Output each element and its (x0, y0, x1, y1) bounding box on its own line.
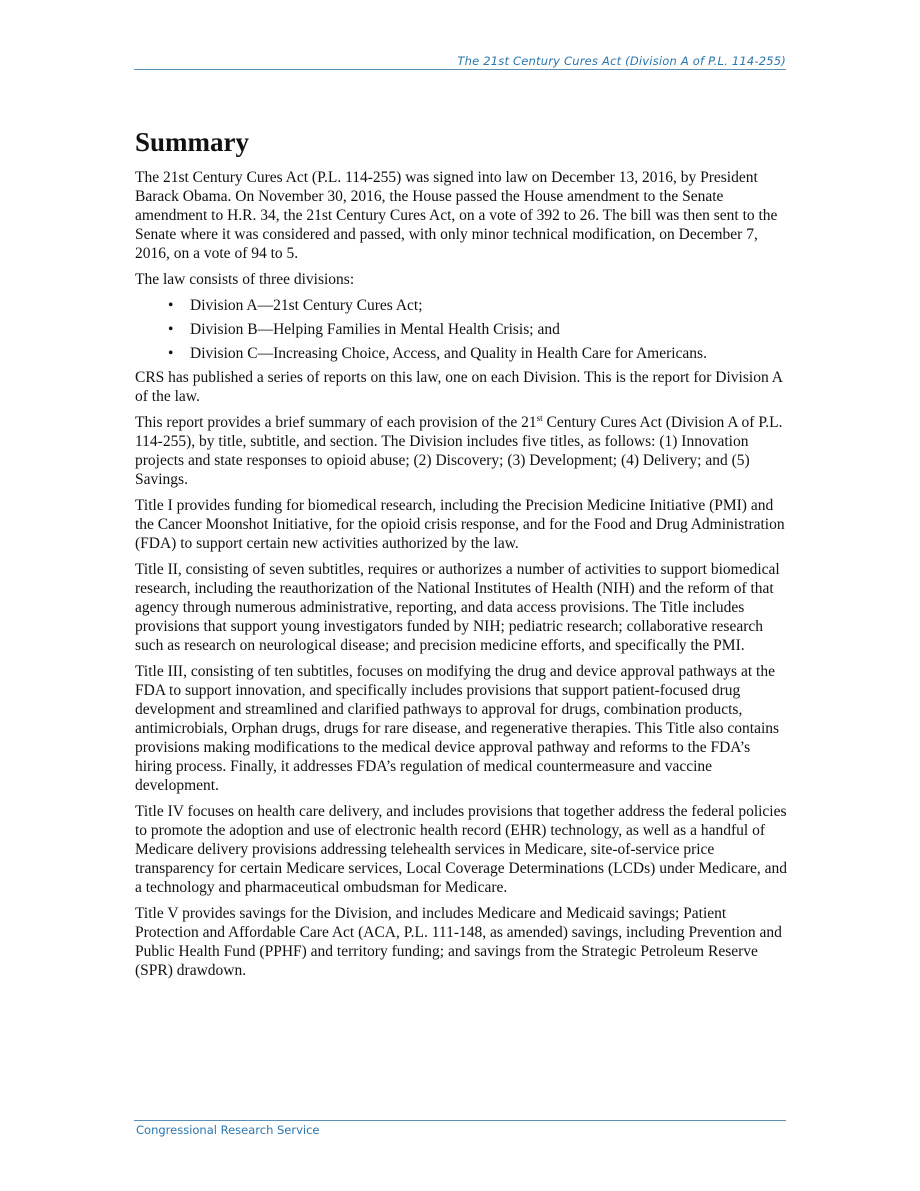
paragraph-crs-series: CRS has published a series of reports on this law, one on each Division. This is the report for Division A of the law. (135, 369, 783, 405)
paragraph-divisions-intro: The law consists of three divisions: (135, 271, 355, 288)
paragraph-enactment: The 21st Century Cures Act (P.L. 114-255) was signed into law on December 13, 2016, by President Barack Obama. On November 30, 2016, the House passed the House amendment to the Senate amendment to H.R. 34, the 21st Century Cures Act, on a vote of 392 to 26. The bill was then sent to the Senate where it was considered and passed, with only minor technical modification, on December 7, 2016, on a vote of 94 to 5. (135, 169, 778, 262)
ordinal-superscript: st (536, 412, 543, 423)
list-item (135, 344, 787, 363)
list-item (135, 320, 787, 339)
bullet-icon: • (168, 321, 174, 338)
paragraph-title-i: Title I provides funding for biomedical research, including the Precision Medicine Initiative (PMI) and the Cancer Moonshot Initiative, for the opioid crisis response, and for the Food and Drug Administration (FDA) to support certain new activities authorized by the law. (135, 497, 785, 552)
division-label: Division A—21st Century Cures Act; (190, 297, 423, 314)
footer-divider (134, 1120, 786, 1121)
division-label: Division C—Increasing Choice, Access, and Quality in Health Care for Americans. (190, 345, 707, 362)
divisions-list (135, 296, 787, 363)
list-item (135, 296, 787, 315)
paragraph-title-iv: Title IV focuses on health care delivery, and includes provisions that together address the federal policies to promote the adoption and use of electronic health record (EHR) technology, as well as a handful of Medicare delivery provisions addressing telehealth services in Medicare, site-of-service price transparency for certain Medicare services, Local Coverage Determinations (LCDs) under Medicare, and a technology and pharmaceutical ombudsman for Medicare. (135, 803, 788, 896)
paragraph-title-v: Title V provides savings for the Division, and includes Medicare and Medicaid savings; Patient Protection and Affordable Care Act (ACA, P.L. 111-148, as amended) savings, including Prevention and Public Health Fund (PPHF) and territory funding; and savings from the Strategic Petroleum Reserve (SPR) drawdown. (135, 905, 782, 979)
report-scope-text-start: This report provides a brief summary of each provision of the 21 (135, 414, 537, 431)
bullet-icon: • (168, 297, 174, 314)
paragraph-report-scope (135, 413, 787, 489)
running-header: The 21st Century Cures Act (Division A of P.L. 114-255) (457, 54, 786, 68)
footer-organization: Congressional Research Service (136, 1123, 320, 1137)
summary-section (135, 124, 787, 987)
header-divider (134, 69, 786, 70)
report-scope-text-end: Century Cures Act (Division A of P.L. 114-255), by title, subtitle, and section. The Division includes five titles, as follows: (1) Innovation projects and state responses to opioid abuse; (2) Discovery; (3) Development; (4) Delivery; and (5) Savings. (135, 414, 783, 488)
paragraph-title-iii: Title III, consisting of ten subtitles, focuses on modifying the drug and device approval pathways at the FDA to support innovation, and specifically includes provisions that support patient-focused drug development and streamlined and clarified pathways to approval for drugs, combination products, antimicrobials, Orphan drugs, drugs for rare disease, and regenerative therapies. This Title also contains provisions making modifications to the medical device approval pathway and reforms to the FDA’s hiring process. Finally, it addresses FDA’s regulation of medical countermeasure and vaccine development. (135, 663, 780, 794)
section-heading: Summary (135, 127, 249, 157)
paragraph-title-ii: Title II, consisting of seven subtitles, requires or authorizes a number of activities to support biomedical research, including the reauthorization of the National Institutes of Health (NIH) and the reform of that agency through numerous administrative, reporting, and data access provisions. The Title includes provisions that support young investigators funded by NIH; pediatric research; collaborative research such as research on neurological disease; and precision medicine efforts, and specifically the PMI. (135, 561, 780, 654)
division-label: Division B—Helping Families in Mental Health Crisis; and (190, 321, 560, 338)
bullet-icon: • (168, 345, 174, 362)
